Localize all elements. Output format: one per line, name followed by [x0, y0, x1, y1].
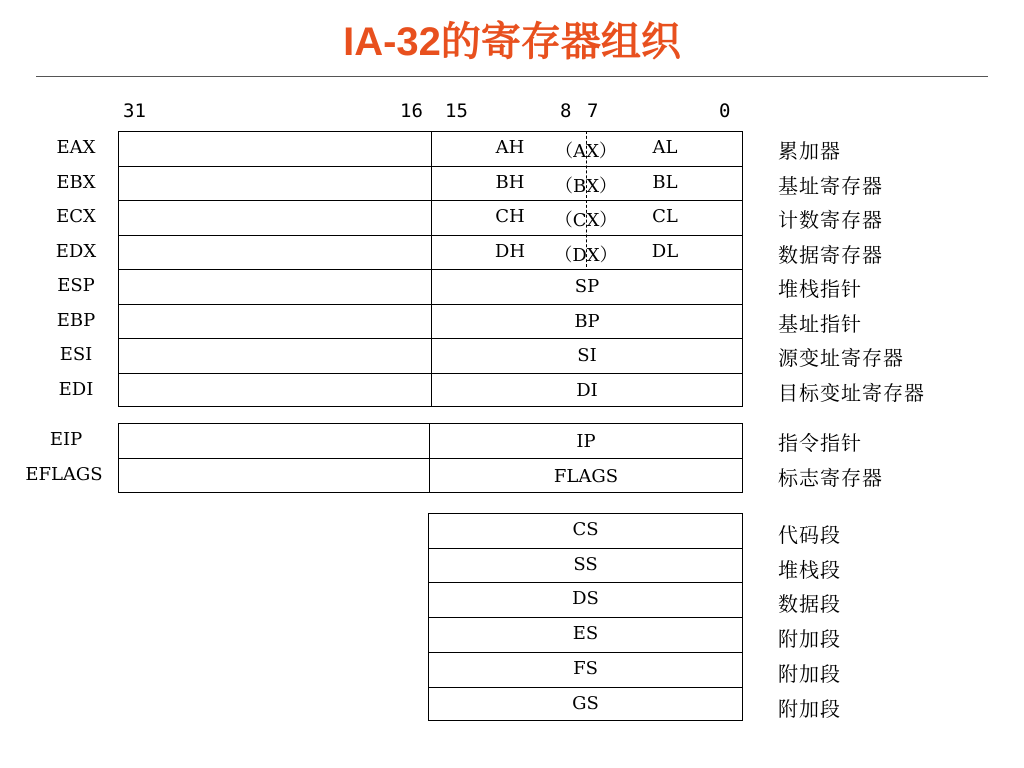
register-ah: AH — [495, 137, 525, 158]
segment-desc-cs: 代码段 — [778, 523, 841, 547]
register-bp: BP — [574, 310, 600, 332]
register-bl: BL — [652, 171, 678, 193]
row-separator — [428, 582, 743, 583]
register-flags: FLAGS — [553, 466, 619, 487]
register-desc-ebx: 基址寄存器 — [778, 173, 883, 198]
segment-register-fs: FS — [573, 657, 598, 679]
register-desc-eflags: 标志寄存器 — [778, 466, 883, 490]
register-name-esi: ESI — [59, 344, 93, 365]
row-separator — [428, 687, 743, 688]
register-si: SI — [577, 345, 597, 366]
row-separator — [118, 269, 743, 270]
segment-register-es: ES — [572, 623, 599, 645]
bit-15-label: 15 — [445, 100, 468, 122]
register-name-ebx: EBX — [56, 171, 96, 193]
register-desc-edi: 目标变址寄存器 — [778, 380, 925, 405]
register-sp: SP — [574, 276, 600, 297]
bit-8-label: 8 — [560, 100, 572, 122]
segment-desc-ds: 数据段 — [778, 592, 841, 617]
register-ip: IP — [576, 431, 596, 452]
register-desc-esi: 源变址寄存器 — [778, 346, 904, 370]
register-di: DI — [576, 379, 598, 401]
register-bx-paren: （BX） — [554, 175, 618, 197]
segment-register-gs: GS — [572, 692, 599, 714]
register-name-ecx: ECX — [56, 206, 96, 227]
register-ax-paren: （AX） — [555, 141, 617, 162]
register-ch: CH — [495, 206, 525, 227]
register-name-eip: EIP — [49, 429, 83, 450]
segment-register-ds: DS — [572, 588, 599, 610]
bit-16-label: 16 — [400, 100, 423, 122]
segment-desc-ss: 堆栈段 — [778, 557, 841, 582]
register-name-edx: EDX — [55, 240, 97, 262]
row-separator — [118, 235, 743, 236]
register-name-esp: ESP — [57, 275, 95, 296]
row-separator — [118, 338, 743, 339]
register-desc-ecx: 计数寄存器 — [778, 208, 883, 232]
title-divider — [36, 76, 988, 77]
segment-register-cs: CS — [572, 519, 599, 540]
row-separator — [118, 304, 743, 305]
bit-31-label: 31 — [123, 100, 146, 122]
page-title: IA-32的寄存器组织 — [343, 20, 681, 64]
register-desc-ebp: 基址指针 — [778, 311, 862, 336]
segment-desc-fs: 附加段 — [778, 661, 841, 686]
register-cx-paren: （CX） — [554, 210, 618, 231]
register-dl: DL — [651, 240, 679, 262]
row-separator — [428, 548, 743, 549]
bit-0-label: 0 — [719, 100, 731, 122]
segment-desc-gs: 附加段 — [778, 696, 841, 721]
row-separator — [428, 652, 743, 653]
row-separator — [118, 166, 743, 167]
register-dx-paren: （DX） — [554, 244, 618, 266]
register-bh: BH — [495, 171, 525, 193]
row-separator — [428, 617, 743, 618]
register-desc-eip: 指令指针 — [778, 431, 862, 455]
register-desc-esp: 堆栈指针 — [778, 277, 862, 301]
row-separator — [118, 200, 743, 201]
row-separator — [118, 373, 743, 374]
register-cl: CL — [652, 206, 678, 227]
register-al: AL — [652, 137, 678, 158]
register-name-ebp: EBP — [56, 309, 96, 331]
register-name-eax: EAX — [56, 137, 96, 158]
segment-desc-es: 附加段 — [778, 627, 841, 652]
register-dh: DH — [494, 240, 526, 262]
bit-7-label: 7 — [587, 100, 599, 122]
row-separator — [118, 458, 743, 459]
register-name-edi: EDI — [58, 378, 94, 400]
register-desc-edx: 数据寄存器 — [778, 242, 883, 267]
register-name-eflags: EFLAGS — [25, 464, 103, 485]
segment-register-ss: SS — [573, 553, 598, 575]
register-desc-eax: 累加器 — [778, 139, 841, 163]
